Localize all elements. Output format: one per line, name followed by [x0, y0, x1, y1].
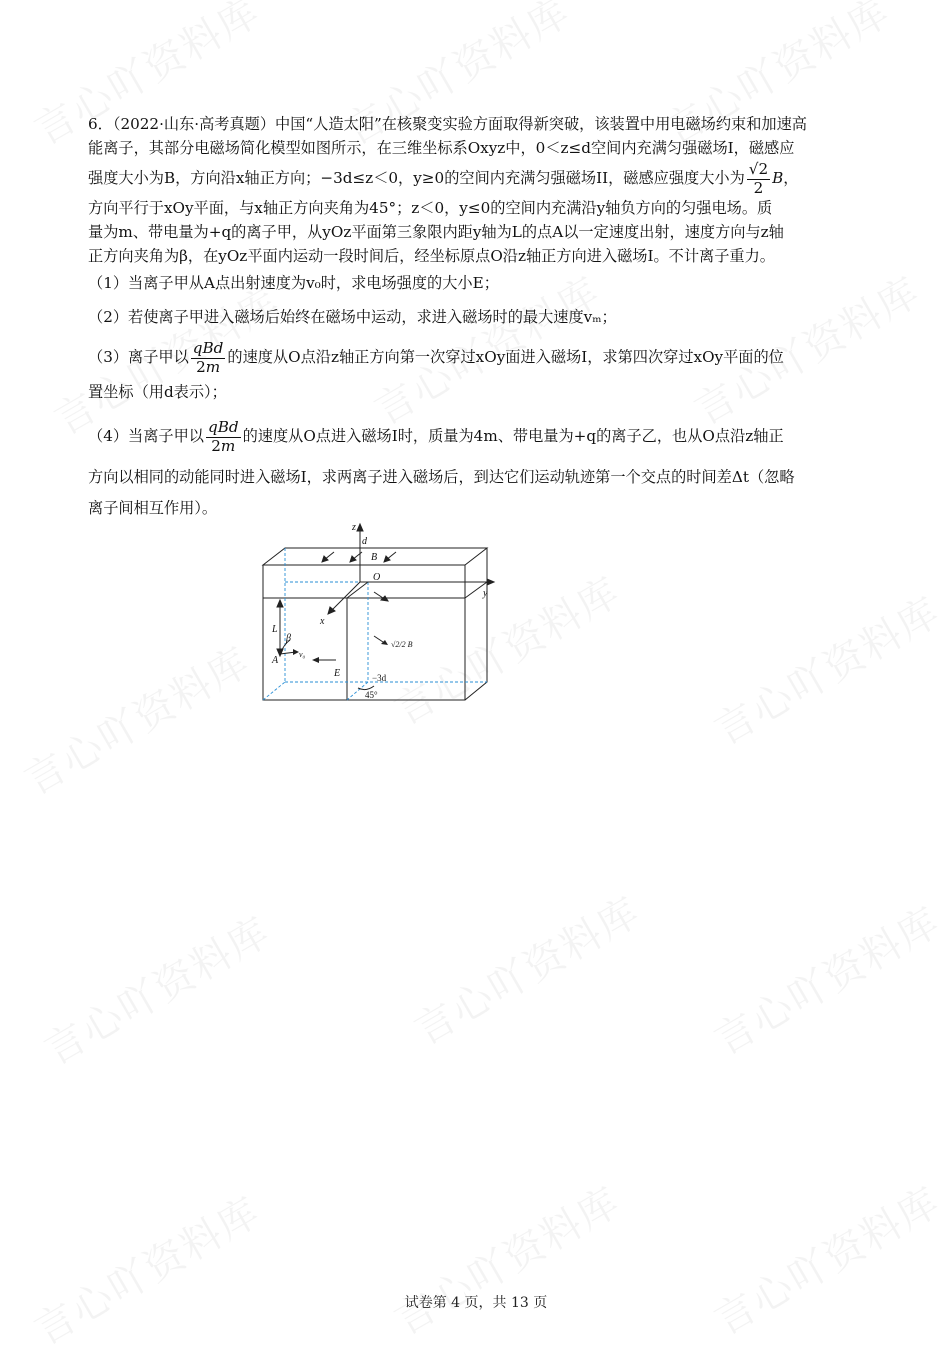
b2-field-arrowhead	[381, 640, 388, 645]
label-e: E	[334, 668, 341, 679]
watermark	[703, 891, 950, 1066]
part-3-line-2: 置坐标（用d表示）；	[88, 383, 227, 402]
part-4-line-1	[88, 416, 868, 456]
stem-line-2: 能离子，其部分电磁场简化模型如图所示，在三维坐标系Oxyz中，0＜z≤d空间内充满匀强磁场I，磁感应	[88, 139, 795, 157]
label-o: O	[373, 572, 381, 583]
hidden-edge	[263, 682, 285, 700]
question-stem	[88, 112, 868, 268]
label-d: d	[362, 536, 367, 547]
y-axis-arrowhead	[487, 579, 494, 585]
label-a: A	[272, 655, 279, 666]
stem-line-3-text: 强度大小为B，方向沿x轴正方向；−3d≤z＜0，y≥0的空间内充满匀强磁场II，磁感应强度大小为	[88, 169, 745, 187]
label-beta: β	[286, 633, 291, 644]
part-4-line-2: 方向以相同的动能同时进入磁场I，求两离子进入磁场后，到达它们运动轨迹第一个交点的时间差Δt（忽略	[88, 468, 795, 487]
watermark	[703, 1171, 950, 1346]
qbd-over-2m-fraction: $\frac{\text{qBd}}{2m}$	[207, 418, 239, 455]
question-block	[88, 112, 868, 518]
label-v0: v₀	[299, 650, 306, 659]
label-x: x	[320, 616, 325, 627]
part-3-prefix: （3）离子甲以	[88, 348, 189, 367]
stem-line-4: 方向平行于xOy平面，与x轴正方向夹角为45°；z＜0，y≤0的空间内充满沿y轴负方向的匀强电场。质	[88, 199, 773, 218]
part-3-line-1	[88, 337, 868, 377]
part-1: （1）当离子甲从A点出射速度为v₀时，求电场强度的大小E；	[88, 274, 499, 293]
part-4-text: 的速度从O点进入磁场I时，质量为4m、带电量为+q的离子乙，也从O点沿z轴正	[242, 427, 784, 446]
field-diagram	[250, 520, 510, 710]
stem-line-6: 正方向夹角为β，在yOz平面内运动一段时间后，经坐标原点O沿z轴正方向进入磁场I。不计离子重力。	[88, 247, 775, 266]
label-minus-3d: −3d	[372, 673, 387, 683]
stem-line-1: 6．（2022·山东·高考真题）中国“人造太阳”在核聚变实验方面取得新突破，该装置中用电磁场约束和加速高	[88, 115, 807, 133]
b-field-arrow	[381, 596, 388, 601]
z-axis-arrowhead	[357, 524, 363, 531]
e-field-arrowhead	[312, 657, 319, 663]
label-y: y	[483, 588, 488, 599]
sqrt2-over-2-fraction: $\frac{√2}{2}$	[748, 159, 769, 197]
label-l: L	[272, 624, 278, 635]
box-right-edge	[465, 548, 487, 700]
watermark	[23, 1181, 270, 1356]
watermark	[403, 881, 650, 1056]
part-4-line-3: 离子间相互作用）。	[88, 499, 218, 518]
watermark	[703, 581, 950, 756]
watermark	[13, 631, 260, 806]
label-45-degrees: 45°	[365, 690, 378, 700]
label-b: B	[371, 552, 378, 563]
label-z: z	[352, 522, 356, 533]
label-b2: √2/2 B	[391, 640, 413, 649]
stem-line-3: 强度大小为B，方向沿x轴正方向；−3d≤z＜0，y≥0的空间内充满匀强磁场II，磁感应强度大小为 $\frac{√2}{2}$ B，	[88, 159, 799, 197]
part-2: （2）若使离子甲进入磁场后始终在磁场中运动，求进入磁场时的最大速度vₘ；	[88, 308, 617, 327]
watermark	[33, 901, 280, 1076]
qbd-over-2m-fraction: $\frac{\text{qBd}}{2m}$	[192, 339, 224, 376]
part-4-prefix: （4）当离子甲以	[88, 427, 204, 446]
x-axis	[330, 582, 360, 612]
watermark	[383, 1171, 630, 1346]
part-3-text: 的速度从O点沿z轴正方向第一次穿过xOy面进入磁场I，求第四次穿过xOy平面的位	[227, 348, 784, 367]
page-footer: 试卷第 4 页，共 13 页	[404, 1295, 548, 1311]
stem-line-5: 量为m、带电量为+q的离子甲，从yOz平面第三象限内距y轴为L的点A以一定速度出射，速度方向与z轴	[88, 223, 784, 242]
